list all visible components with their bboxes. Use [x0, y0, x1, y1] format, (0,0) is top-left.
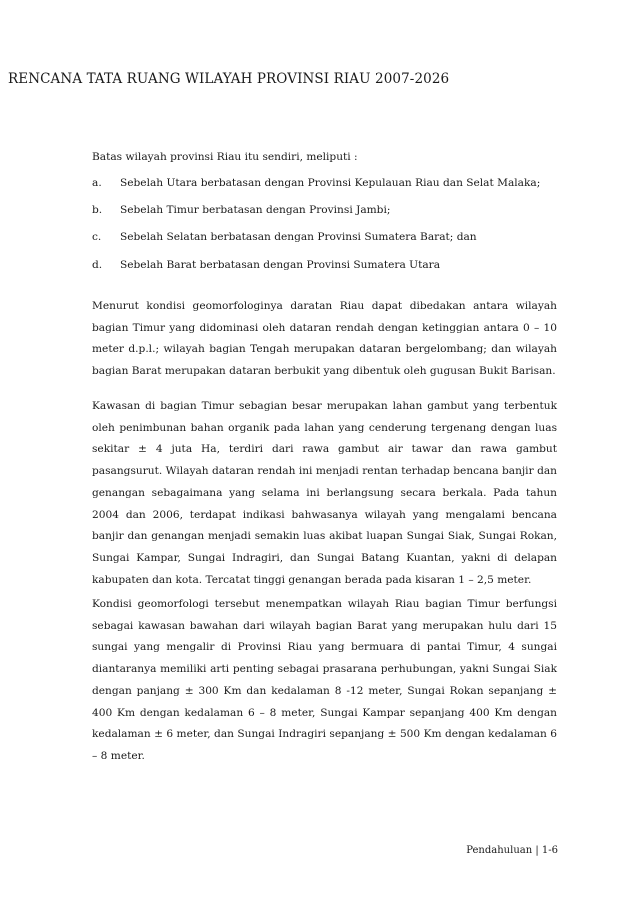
list-item: [92, 176, 540, 203]
paragraph-geomorphology: Menurut kondisi geomorfologinya daratan Riau dapat dibedakan antara wilayah bagian Timur yang didominasi oleh dataran rendah dengan ketinggian antara 0 – 10 meter d.p.l.; wilayah bagian Tengah merupakan dataran bergelombang; dan wilayah bagian Barat merupakan dataran berbukit yang dibentuk oleh gugusan Bukit Barisan.: [92, 300, 557, 378]
list-item-text: Sebelah Timur berbatasan dengan Provinsi Jambi;: [120, 204, 391, 217]
list-marker: d.: [92, 258, 103, 271]
list-marker: a.: [92, 177, 102, 189]
list-item: [92, 230, 540, 257]
boundary-intro: Batas wilayah provinsi Riau itu sendiri, meliputi :: [92, 151, 358, 163]
boundary-list: [92, 176, 540, 285]
page-footer: Pendahuluan | 1-6: [466, 845, 558, 856]
document-header-title: RENCANA TATA RUANG WILAYAH PROVINSI RIAU 2007-2026: [8, 71, 450, 87]
list-item: [92, 203, 540, 230]
list-item-text: Sebelah Utara berbatasan dengan Provinsi Kepulauan Riau dan Selat Malaka;: [120, 177, 541, 189]
list-item: [92, 258, 540, 285]
list-marker: c.: [92, 231, 102, 244]
paragraph-eastern-region: Kawasan di bagian Timur sebagian besar merupakan lahan gambut yang terbentuk oleh penimbunan bahan organik pada lahan yang cenderung tergenang dengan luas sekitar ± 4 juta Ha, terdiri dari rawa gambut air tawar dan rawa gambut pasangsurut. Wilayah dataran rendah ini menjadi rentan terhadap bencana banjir dan genangan sebagaimana yang selama ini berlangsung secara berkala. Pada tahun 2004 dan 2006, terdapat indikasi bahwasanya wilayah yang mengalami bencana banjir dan genangan menjadi semakin luas akibat luapan Sungai Siak, Sungai Rokan, Sungai Kampar, Sungai Indragiri, dan Sungai Batang Kuantan, yakni di delapan kabupaten dan kota. Tercatat tinggi genangan berada pada kisaran 1 – 2,5 meter.: [92, 400, 557, 586]
paragraph-rivers: Kondisi geomorfologi tersebut menempatkan wilayah Riau bagian Timur berfungsi sebagai kawasan bawahan dari wilayah bagian Barat yang merupakan hulu dari 15 sungai yang mengalir di Provinsi Riau yang bermuara di pantai Timur, 4 sungai diantaranya memiliki arti penting sebagai prasarana perhubungan, yakni Sungai Siak dengan panjang ± 300 Km dan kedalaman 8 -12 meter, Sungai Rokan sepanjang ± 400 Km dengan kedalaman 6 – 8 meter, Sungai Kampar sepanjang 400 Km dengan kedalaman ± 6 meter, dan Sungai Indragiri sepanjang ± 500 Km dengan kedalaman 6 – 8 meter.: [92, 598, 557, 762]
list-item-text: Sebelah Selatan berbatasan dengan Provinsi Sumatera Barat; dan: [120, 231, 477, 244]
list-marker: b.: [92, 204, 103, 217]
list-item-text: Sebelah Barat berbatasan dengan Provinsi Sumatera Utara: [120, 258, 441, 271]
